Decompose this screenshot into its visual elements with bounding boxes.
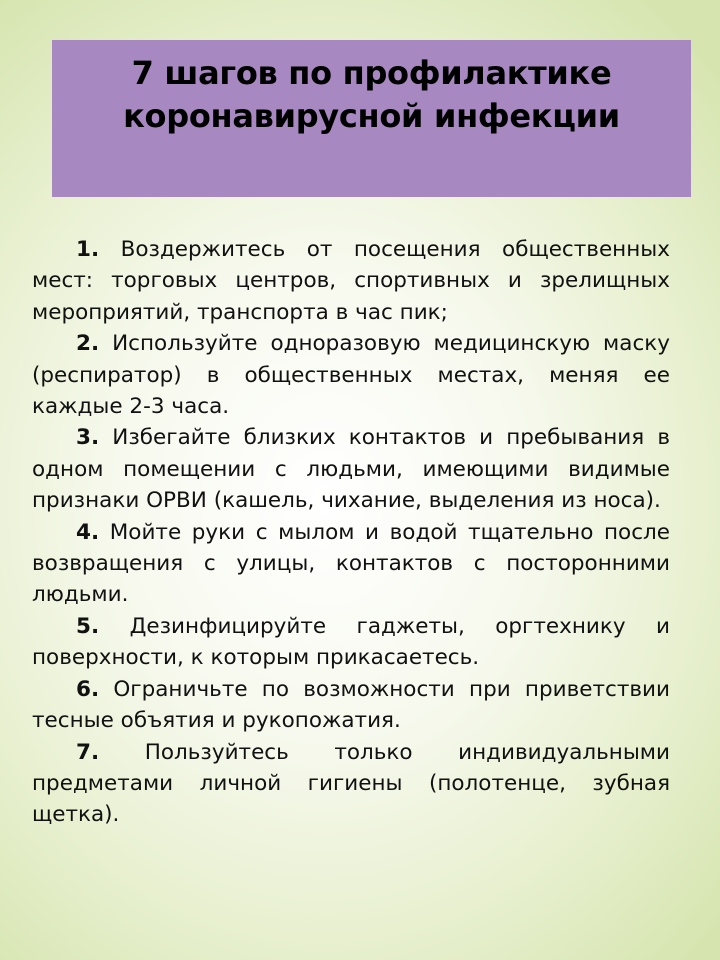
step-text: Пользуйтесь только индивидуальными предметами личной гигиены (полотенце, зубная щетка). [32, 739, 671, 828]
step-number: 2. [76, 331, 100, 357]
step-number: 5. [76, 613, 100, 639]
step-text: Избегайте близких контактов и пребывания в одном помещении с людьми, имеющими видимые признаки ОРВИ (кашель, чихание, выделения из носа). [32, 425, 670, 514]
step-item-7 [32, 737, 670, 831]
step-number: 1. [76, 237, 100, 262]
steps-list [32, 234, 670, 831]
step-number: 4. [76, 519, 100, 545]
title-banner [52, 40, 691, 197]
title-line-2: коронавирусной инфекции [123, 97, 620, 135]
page-title [52, 52, 691, 138]
step-item-6 [32, 674, 670, 737]
step-text: Используйте одноразовую медицинскую маску (респиратор) в общественных местах, меняя ее каждые 2-3 часа. [32, 331, 670, 420]
step-item-1 [32, 234, 670, 328]
step-item-2 [32, 328, 670, 422]
step-number: 7. [76, 739, 100, 765]
step-number: 6. [76, 676, 100, 702]
title-line-1: 7 шагов по профилактике [131, 54, 612, 92]
step-text: Мойте руки с мылом и водой тщательно после возвращения с улицы, контактов с посторонними людьми. [32, 519, 670, 608]
step-number: 3. [76, 425, 100, 451]
step-item-3 [32, 422, 670, 516]
step-item-5 [32, 611, 670, 674]
step-text: Ограничьте по возможности при приветствии тесные объятия и рукопожатия. [32, 676, 670, 734]
step-text: Воздержитесь от посещения общественных мест: торговых центров, спортивных и зрелищных мероприятий, транспорта в час пик; [32, 237, 670, 325]
step-text: Дезинфицируйте гаджеты, оргтехнику и поверхности, к которым прикасаетесь. [32, 613, 670, 671]
step-item-4 [32, 517, 670, 611]
